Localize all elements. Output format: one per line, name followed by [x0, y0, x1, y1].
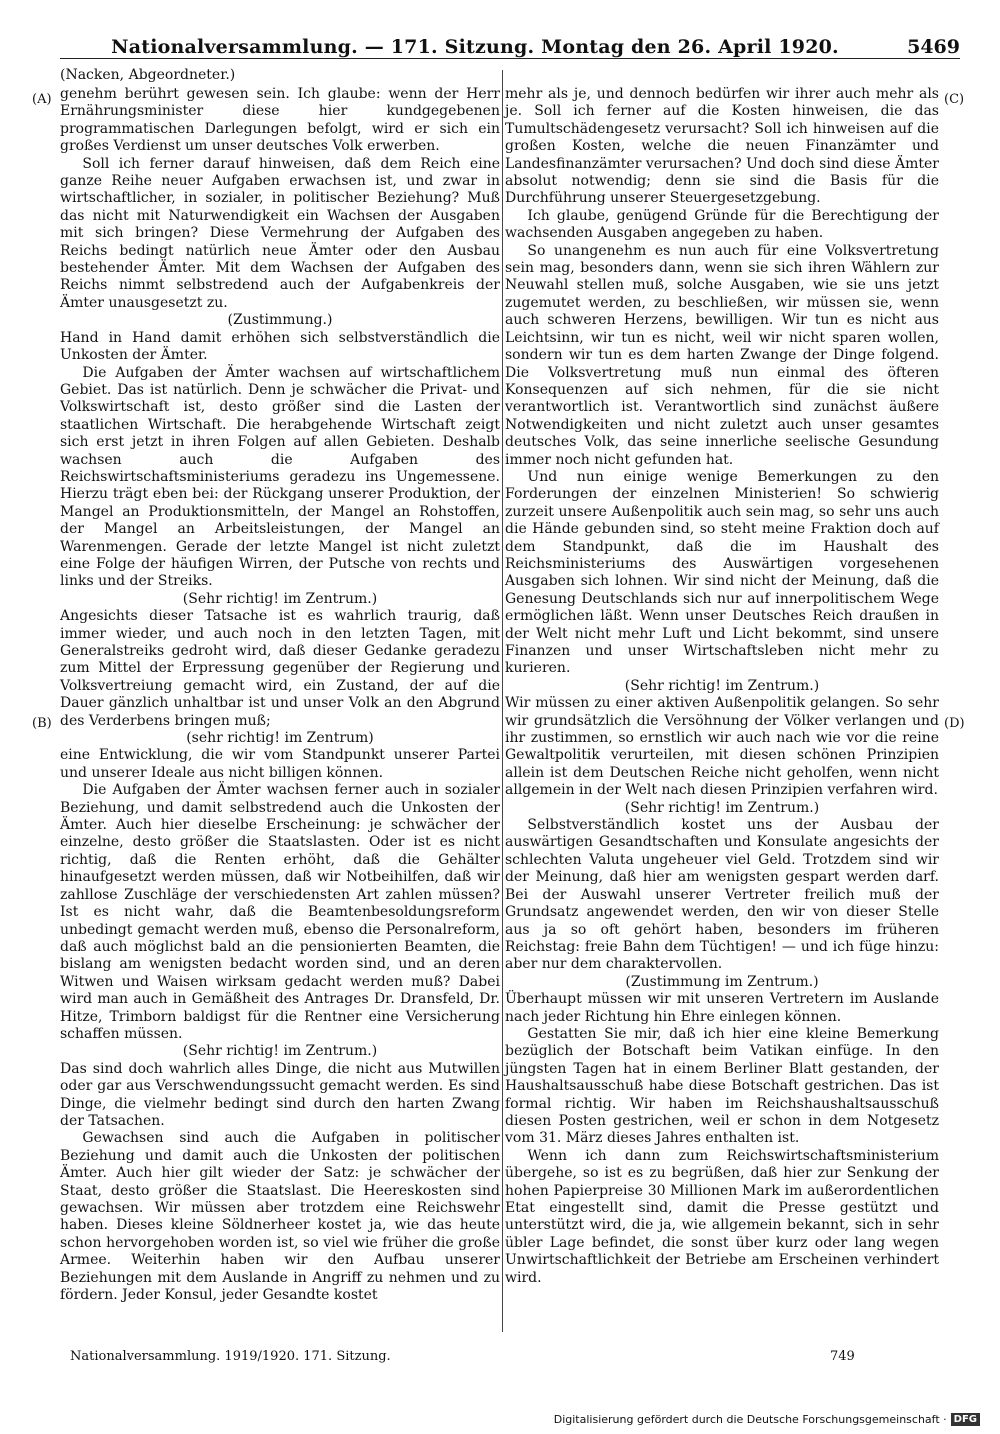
paragraph: Hand in Hand damit erhöhen sich selbstverständlich die Unkosten der Ämter. — [60, 329, 500, 364]
paragraph: Gewachsen sind auch die Aufgaben in politischer Beziehung und damit auch die Unkosten der politischen Ämter. Auch hier gilt wieder der Satz: je schwächer der Staat, desto größer die Staatslast. Die Heereskosten sind gewachsen. Wir müssen aber trotzdem eine Reichswehr haben. Dieses kleine Söldnerheer kostet ja, wie das heute schon hervorgehoben worden ist, so viel wie früher die große Armee. Weiterhin haben wir den Aufbau unserer Beziehungen mit dem Auslande in Angriff zu nehmen und zu fördern. Jeder Konsul, jeder Gesandte kostet — [60, 1130, 500, 1304]
interjection: (Sehr richtig! im Zentrum.) — [624, 677, 820, 694]
margin-mark-a: (A) — [32, 92, 52, 107]
interjection: (Sehr richtig! im Zentrum.) — [182, 590, 378, 607]
digitization-credit — [554, 1413, 980, 1426]
paragraph: Gestatten Sie mir, daß ich hier eine kleine Bemerkung bezüglich der Botschaft beim Vatikan einfüge. In den jüngsten Tagen hat in einem Berliner Blatt gestanden, der Haushaltsausschuß habe diese Botschaft gestrichen. Das ist formal richtig. Wir haben im Reichshaushaltsausschuß diesen Posten gestrichen, weil er schon in dem Notgesetz vom 31. März dieses Jahres enthalten ist. — [505, 1025, 939, 1147]
speaker-note: (Nacken, Abgeordneter.) — [60, 67, 236, 83]
paragraph: Die Aufgaben der Ämter wachsen ferner auch in sozialer Beziehung, und damit selbstredend auch die Unkosten der Ämter. Auch hier dieselbe Erscheinung: je schwächer der einzelne, desto größer die Staatslasten. Oder ist es nicht richtig, daß die Renten erhöht, daß die Gehälter hinaufgesetzt werden müssen, daß wir Notbeihilfen, daß wir zahllose Zuschläge der verschiedensten Art zahlen müssen? Ist es nicht wahr, daß die Beamtenbesoldungsreform unbedingt gemacht werden muß, ebenso die Personalreform, daß auch möglichst bald an die pensionierten Beamten, die bislang am wenigsten bedacht worden sind, und an deren Witwen und Waisen wirksam gedacht werden muß? Dabei wird man auch in Gemäßheit des Antrages Dr. Dransfeld, Dr. Hitze, Trimborn baldigst für die Rentner eine Versicherung schaffen müssen. — [60, 782, 500, 1042]
running-title: Nationalversammlung. — 171. Sitzung. Montag den 26. April 1920. — [111, 36, 839, 58]
interjection: (Sehr richtig! im Zentrum.) — [182, 1043, 378, 1060]
credit-text: Digitalisierung gefördert durch die Deutsche Forschungsgemeinschaft · — [553, 1413, 947, 1426]
interjection: (Zustimmung.) — [227, 312, 333, 329]
paragraph: genehm berührt gewesen sein. Ich glaube: wenn der Herr Ernährungsminister diese hier kundgegebenen programmatischen Darlegungen befolgt, wird er sich ein großes Verdienst um unser deutsches Volk erwerben. — [60, 86, 500, 155]
paragraph: Ich glaube, genügend Gründe für die Berechtigung der wachsenden Ausgaben angegeben zu haben. — [505, 207, 939, 242]
left-column — [60, 86, 500, 1304]
column-divider — [502, 70, 503, 1332]
paragraph: Überhaupt müssen wir mit unseren Vertretern im Auslande nach jeder Richtung hin Ehre einlegen können. — [505, 991, 939, 1025]
running-header — [60, 28, 960, 59]
footer-left: Nationalversammlung. 1919/1920. 171. Sitzung. — [70, 1349, 391, 1364]
interjection: (Zustimmung im Zentrum.) — [625, 973, 819, 990]
paragraph: Wir müssen zu einer aktiven Außenpolitik gelangen. So sehr wir grundsätzlich die Versöhnung der Völker verlangen und ihr zustimmen, so ernstlich wir auch nach wie vor die reine Gewaltpolitik verurteilen, mit diesen schönen Prinzipien allein ist dem Deutschen Reiche nicht geholfen, wenn nicht allgemein in der Welt nach diesen Prinzipien verfahren wird. — [505, 695, 939, 799]
paragraph: Selbstverständlich kostet uns der Ausbau der auswärtigen Gesandtschaften und Konsulate angesichts der schlechten Valuta ungeheuer viel Geld. Trotzdem sind wir der Meinung, daß hier am wenigsten gespart werden darf. Bei der Auswahl unserer Vertreter freilich muß der Grundsatz angewendet werden, den wir von dieser Stelle aus ja so oft gehört haben, besonders im früheren Reichstag: freie Bahn dem Tüchtigen! — und ich füge hinzu: aber nur dem charaktervollen. — [505, 817, 939, 973]
page-number: 5469 — [907, 36, 960, 58]
margin-mark-b: (B) — [32, 716, 52, 731]
paragraph: Die Aufgaben der Ämter wachsen auf wirtschaftlichem Gebiet. Das ist natürlich. Denn je schwächer die Privat- und Volkswirtschaft ist, desto größer sind die Lasten der staatlichen Wirtschaft. Die herabgehende Wirtschaft zeigt sich erst jetzt in ihren Folgen auf allen Gebieten. Deshalb wachsen auch die Aufgaben des Reichswirtschaftsministeriums geradezu ins Ungemessene. Hierzu trägt eben bei: der Rückgang unserer Produktion, der Mangel an Produktionsmitteln, der Mangel an Rohstoffen, der Mangel an Arbeitsleistungen, der Mangel an Warenmengen. Gerade der letzte Mangel ist nicht zuletzt eine Folge der häufigen Wirren, der Putsche von rechts und links und der Streiks. — [60, 364, 500, 590]
margin-mark-d: (D) — [944, 716, 965, 731]
paragraph: Soll ich ferner darauf hinweisen, daß dem Reich eine ganze Reihe neuer Aufgaben erwachsen ist, und zwar in wirtschaftlicher, in sozialer, in politischer Beziehung? Muß das nicht mit Naturwendigkeit ein Wachsen der Ausgaben mit sich bringen? Diese Vermehrung der Aufgaben des Reichs bedingt natürlich neue Ämter oder den Ausbau bestehender Ämter. Mit dem Wachsen der Aufgaben des Reichs nimmt selbstredend auch der Aufgabenkreis der Ämter unausgesetzt zu. — [60, 155, 500, 311]
margin-mark-c: (C) — [944, 92, 965, 107]
right-column — [505, 86, 939, 1287]
interjection: (sehr richtig! im Zentrum) — [186, 730, 374, 747]
paragraph: Und nun einige wenige Bemerkungen zu den Forderungen der einzelnen Ministerien! So schwierig zurzeit unsere Außenpolitik auch sein mag, so sehr uns auch die Hände gebunden sind, so steht meine Fraktion doch auf dem Standpunkt, daß die im Haushalt des Reichsministeriums des Auswärtigen vorgesehenen Ausgaben sich lohnen. Wir sind nicht der Meinung, daß die Genesung Deutschlands sich nur auf innerpolitischem Wege ermöglichen läßt. Wenn unser Deutsches Reich draußen in der Welt nicht mehr Luft und Licht bekommt, sind unsere Finanzen und unser Wirtschaftsleben nicht mehr zu kurieren. — [505, 468, 939, 677]
paragraph: Wenn ich dann zum Reichswirtschaftsministerium übergehe, so ist es zu begrüßen, daß hier zur Senkung der hohen Papierpreise 30 Millionen Mark im außerordentlichen Etat eingestellt sind, damit die Presse gestützt und unterstützt wird, die ja, wie allgemein bekannt, sich in sehr übler Lage befindet, die sonst über kurz oder lang wegen Unwirtschaftlichkeit der Betriebe am Erscheinen verhindert wird. — [505, 1147, 939, 1286]
dfg-logo: DFG — [951, 1413, 980, 1426]
paragraph: So unangenehm es nun auch für eine Volksvertretung sein mag, besonders dann, wenn sie sich ihren Wählern zur Neuwahl stellen muß, solche Ausgaben, wie sie uns jetzt zugemutet werden, zu beschließen, wir müssen sie, wenn auch schweren Herzens, bewilligen. Wir tun es nicht aus Leichtsinn, wir tun es nicht, weil wir nicht sparen wollen, sondern wir tun es dem harten Zwange der Dinge folgend. Die Volksvertretung muß nun einmal des öfteren Konsequenzen auf sich nehmen, für die sie nicht verantwortlich ist. Verantwortlich sind zunächst äußere Notwendigkeiten und nicht zuletzt auch unser gesamtes deutsches Volk, das seine innerliche seelische Gesundung immer noch nicht gefunden hat. — [505, 242, 939, 468]
paragraph: Das sind doch wahrlich alles Dinge, die nicht aus Mutwillen oder gar aus Verschwendungssucht gemacht werden. Es sind Dinge, die vielmehr bedingt sind durch den harten Zwang der Tatsachen. — [60, 1060, 500, 1129]
footer-page: 749 — [830, 1349, 855, 1364]
paragraph: eine Entwicklung, die wir vom Standpunkt unserer Partei und unserer Ideale aus nicht billigen können. — [60, 747, 500, 781]
paragraph: Angesichts dieser Tatsache ist es wahrlich traurig, daß immer wieder, und auch noch in den letzten Tagen, mit Generalstreiks gedroht wird, daß dieser Gedanke geradezu zum Mittel der Erpressung gegenüber der Regierung und Volksvertreiung gemacht wird, ein Zustand, der auf die Dauer gänzlich unhaltbar ist und unser Volk an den Abgrund des Verderbens bringen muß; — [60, 608, 500, 729]
interjection: (Sehr richtig! im Zentrum.) — [624, 799, 820, 816]
paragraph: mehr als je, und dennoch bedürfen wir ihrer auch mehr als je. Soll ich ferner auf die Kosten hinweisen, die das Tumultschädengesetz verursacht? Soll ich hinweisen auf die großen Kosten, welche die neuen Finanzämter und Landesfinanzämter verursachen? Und doch sind diese Ämter absolut notwendig; denn sie sind die Basis für die Durchführung unserer Steuergesetzgebung. — [505, 86, 939, 207]
